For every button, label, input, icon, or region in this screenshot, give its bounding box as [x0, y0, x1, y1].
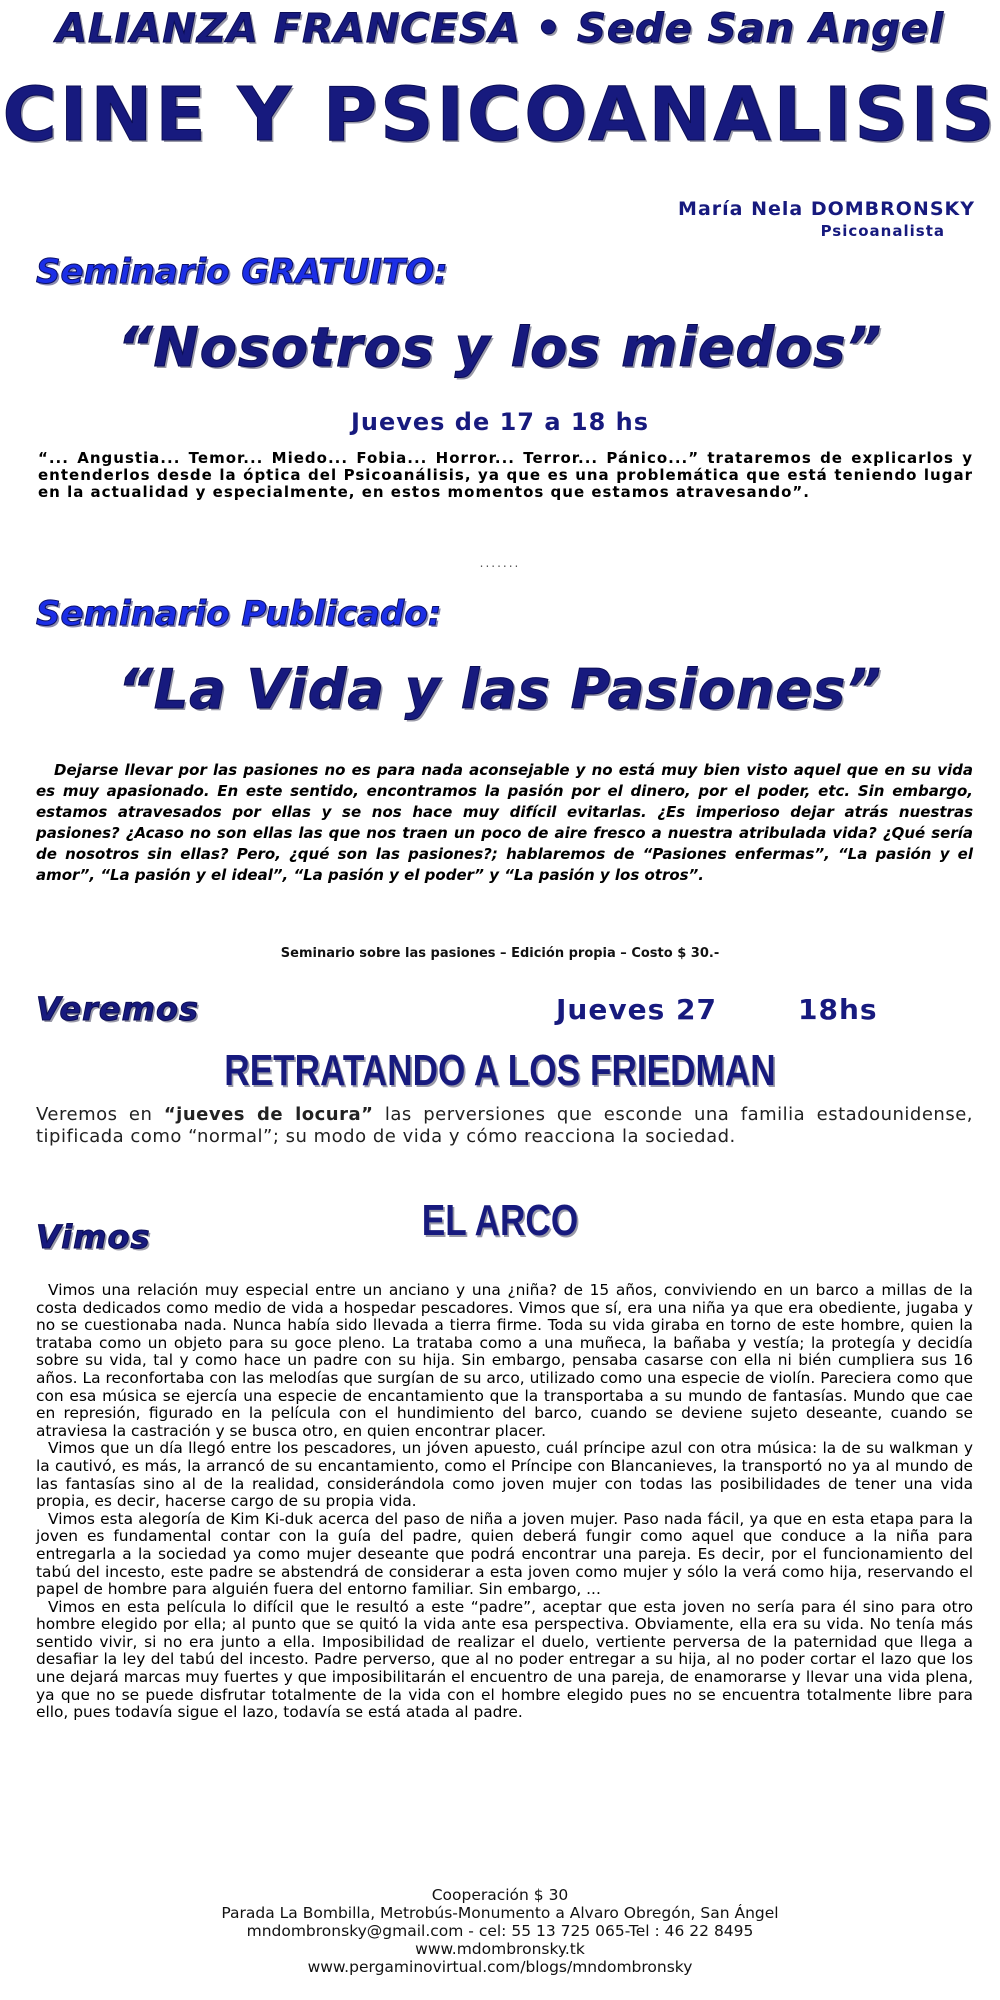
seminar-published-title: “La Vida y las Pasiones”	[118, 658, 882, 721]
seminar-free-schedule: Jueves de 17 a 18 hs	[350, 408, 650, 436]
vimos-body	[36, 1282, 973, 1722]
vimos-paragraph: Vimos esta alegoría de Kim Ki-duk acerca del paso de niña a joven mujer. Paso nada fácil, ya que en esta etapa para la joven es fundamental contar con la guía del padre, quien deberá fungir como aquel que conduce a la niña para entregarla a la sociedad ya como mujer deseante que podrá encontrar una pareja. Es decir, por el funcionamiento del tabú del incesto, este padre se abstendrá de considerar a esta joven como mujer y sólo la verá como hija, reservando el papel de hombre para alguién fuera del entorno familiar. Sin embargo, ...	[36, 1509, 973, 1599]
veremos-time: 18hs	[798, 993, 878, 1026]
footer-website-link[interactable]: www.mdombronsky.tk	[415, 1940, 585, 1958]
veremos-film-title: RETRATANDO A LOS FRIEDMAN	[224, 1046, 776, 1095]
author-role: Psicoanalista	[820, 222, 945, 240]
institution-heading: ALIANZA FRANCESA • Sede San Angel	[56, 6, 944, 52]
vimos-label: Vimos	[36, 1218, 151, 1256]
seminar-free-description: “... Angustia... Temor... Miedo... Fobia... Horror... Terror... Pánico...” trataremos de explicarlos y entenderlos desde la óptica del Psicoanálisis, ya que es una problemática que está teniendo lugar en la actualidad y especialmente, en estos momentos que estamos atravesando”.	[38, 449, 973, 501]
vimos-film-title: EL ARCO	[421, 1196, 579, 1245]
vimos-paragraph: Vimos en esta película lo difícil que le resultó a este “padre”, aceptar que esta joven no sería para él sino para otro hombre elegido por ella; al punto que se quitó la vida ante esa perspectiva. Obviamente, ella era su vida. No tenía más sentido vivir, si no era junto a ella. Imposibilidad de realizar el duelo, vertiente perversa de la paternidad que llega a desafiar la ley del tabú del incesto. Padre perverso, que al no poder entregar a su hija, al no poder cortar el lazo que los une dejará marcas muy fuertes y que imposibilitarán el encuentro de una pareja, de enamorarse y llevar una vida plena, ya que no se puede disfrutar totalmente de la vida con el hombre elegido pues no se encuentra totalmente libre para ello, pues todavía sigue el lazo, todavía se está atada al padre.	[36, 1597, 973, 1722]
seminar-published-label: Seminario Publicado:	[36, 594, 442, 634]
veremos-text-after: las perversiones que esconde una familia estadounidense, tipificada como “normal”; su modo de vida y cómo reacciona la sociedad.	[36, 1104, 974, 1147]
veremos-text-before: Veremos en	[36, 1104, 164, 1125]
veremos-label: Veremos	[36, 990, 199, 1028]
footer-blog-link[interactable]: www.pergaminovirtual.com/blogs/mndombronsky	[307, 1958, 693, 1976]
footer	[0, 1886, 1000, 1976]
footer-contact: mndombronsky@gmail.com - cel: 55 13 725 065-Tel : 46 22 8495	[246, 1922, 754, 1940]
page-title: CINE Y PSICOANALISIS	[2, 72, 998, 158]
seminar-free-title: “Nosotros y los miedos”	[117, 316, 883, 379]
veremos-description	[36, 1104, 973, 1148]
separator: .......	[479, 556, 521, 570]
footer-cooperation: Cooperación $ 30	[431, 1886, 569, 1904]
seminar-published-note: Seminario sobre las pasiones – Edición propia – Costo $ 30.-	[280, 946, 720, 961]
seminar-published-description: Dejarse llevar por las pasiones no es para nada aconsejable y no está muy bien visto aquel que en su vida es muy apasionado. En este sentido, encontramos la pasión por el dinero, por el poder, etc. Sin embargo, estamos atravesados por ellas y se nos hace muy difícil evitarlas. ¿Es imperioso dejar atrás nuestras pasiones? ¿Acaso no son ellas las que nos traen un poco de aire fresco a nuestra atribulada vida? ¿Qué sería de nosotros sin ellas? Pero, ¿qué son las pasiones?; hablaremos de “Pasiones enfermas”, “La pasión y el amor”, “La pasión y el ideal”, “La pasión y el poder” y “La pasión y los otros”.	[36, 761, 973, 884]
author-name: María Nela DOMBRONSKY	[678, 198, 975, 220]
vimos-paragraph: Vimos una relación muy especial entre un anciano y una ¿niña? de 15 años, conviviendo en un barco a millas de la costa dedicados como medio de vida a hospedar pescadores. Vimos que sí, era una niña ya que era obediente, jugaba y no se cuestionaba nada. Nunca había sido llevada a tierra firme. Toda su vida giraba en torno de este hombre, quien la trataba como un objeto para su goce pleno. La trataba como a una muñeca, la bañaba y vestía; la protegía y decidía sobre su vida, tal y como hace un padre con su hija. Sin embargo, pensaba casarse con ella ni bién cumpliera sus 16 años. La reconfortaba con las melodías que surgían de su arco, utilizado como una especie de violín. Pareciera como que con esa música se ejercía una especie de encantamiento que la transportaba a su mundo de fantasías. Mundo que cae en represión, figurado en la película con el hundimiento del barco, cuando se deviene sujeto deseante, cuando se atraviesa la castración y se busca otro, en quien encontrar placer.	[36, 1281, 973, 1440]
veremos-date: Jueves 27	[556, 993, 717, 1026]
veremos-text-bold: “jueves de locura”	[163, 1104, 374, 1125]
footer-address: Parada La Bombilla, Metrobús-Monumento a Alvaro Obregón, San Ángel	[221, 1904, 779, 1922]
seminar-free-label: Seminario GRATUITO:	[36, 252, 448, 292]
vimos-paragraph: Vimos que un día llegó entre los pescadores, un jóven apuesto, cuál príncipe azul con otra música: la de su walkman y la cautivó, es más, la arrancó de su encantamiento, como el Príncipe con Blancanieves, la transportó no ya al mundo de las fantasías sino al de la realidad, considerándola como joven mujer con todas las posibilidades de tener una vida propia, es decir, hacerse cargo de su propia vida.	[36, 1439, 973, 1511]
